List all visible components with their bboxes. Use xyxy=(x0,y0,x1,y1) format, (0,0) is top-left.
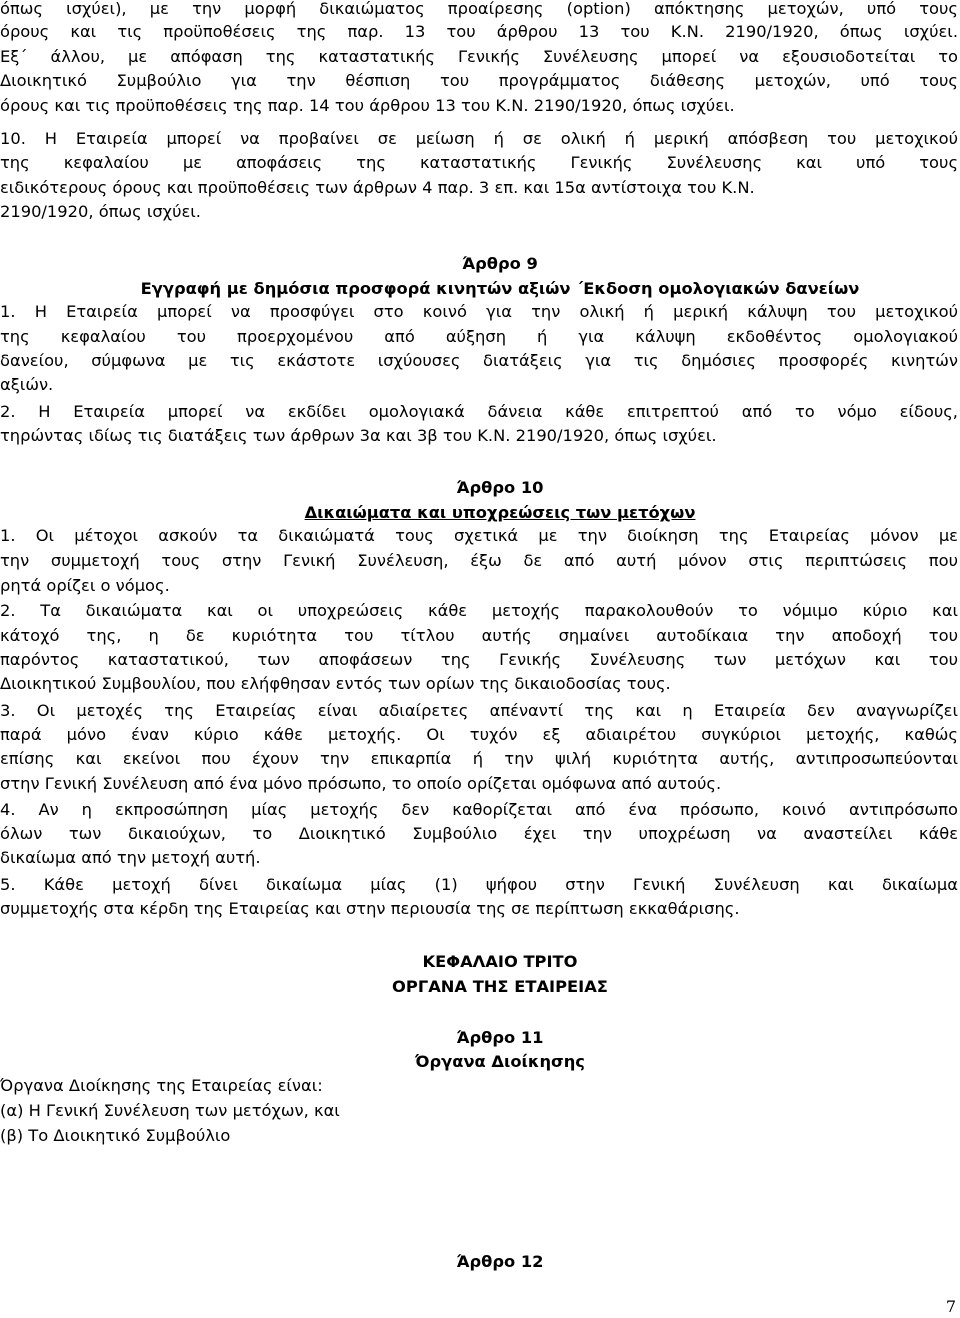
paragraph-line: δανείου, σύμφωνα με τις εκάστοτε ισχύουσες διατάξεις για τις δημόσιες προσφορές κινητών xyxy=(0,351,958,370)
paragraph-line: Διοικητικό Συμβούλιο για την θέσπιση του προγράμματος διάθεσης μετοχών, υπό τους xyxy=(0,71,958,90)
paragraph-line: στην Γενική Συνέλευση από ένα μόνο πρόσωπο, το οποίο ορίζεται ομόφωνα από αυτούς. xyxy=(0,774,722,793)
paragraph-line: ρητά ορίζει ο νόμος. xyxy=(0,576,170,595)
article-title: Εγγραφή με δημόσια προσφορά κινητών αξιών ΄Εκδοση ομολογιακών δανείων xyxy=(140,279,860,298)
paragraph-line: συμμετοχής στα κέρδη της Εταιρείας και στην περιουσία της σε περίπτωση εκκαθάρισης. xyxy=(0,899,740,918)
article-heading: Άρθρο 10 xyxy=(456,478,544,497)
page-number: 7 xyxy=(945,1297,956,1316)
article-title: Δικαιώματα και υποχρεώσεις των μετόχων xyxy=(304,503,696,522)
paragraph-line: της κεφαλαίου με αποφάσεις της καταστατικής Γενικής Συνέλευσης και υπό τους xyxy=(0,153,958,172)
article-heading: Άρθρο 12 xyxy=(456,1252,544,1271)
paragraph-line: 1. Η Εταιρεία μπορεί να προσφύγει στο κοινό για την ολική ή μερική κάλυψη του μετοχικού xyxy=(0,302,958,321)
paragraph-line: όρους και τις προϋποθέσεις της παρ. 13 του άρθρου 13 του Κ.Ν. 2190/1920, όπως ισχύει. xyxy=(0,22,958,41)
paragraph-line: 5. Κάθε μετοχή δίνει δικαίωμα μίας (1) ψήφου στην Γενική Συνέλευση και δικαίωμα xyxy=(0,875,958,894)
paragraph-line: 4. Αν η εκπροσώπηση μίας μετοχής δεν καθορίζεται από ένα πρόσωπο, κοινό αντιπρόσωπο xyxy=(0,800,958,819)
paragraph-line: την συμμετοχή τους στην Γενική Συνέλευση, έξω δε από αυτή μόνον στις περιπτώσεις που xyxy=(0,551,958,570)
paragraph-line: 1. Οι μέτοχοι ασκούν τα δικαιώματά τους σχετικά με την διοίκηση της Εταιρείας μόνον με xyxy=(0,526,958,545)
paragraph-line: 2. Η Εταιρεία μπορεί να εκδίδει ομολογιακά δάνεια κάθε επιτρεπτού από το νόμο είδους, xyxy=(0,402,958,421)
paragraph-line: παρά μόνο έναν κύριο κάθε μετοχής. Οι τυχόν εξ αδιαιρέτου συγκύριοι μετοχής, καθώς xyxy=(0,725,958,744)
paragraph-line: Εξ΄ άλλου, με απόφαση της καταστατικής Γενικής Συνέλευσης μπορεί να εξουσιοδοτείται το xyxy=(0,47,958,66)
paragraph-line: 10. Η Εταιρεία μπορεί να προβαίνει σε μείωση ή σε ολική ή μερική απόσβεση του μετοχικού xyxy=(0,129,958,148)
chapter-title: ΟΡΓΑΝΑ ΤΗΣ ΕΤΑΙΡΕΙΑΣ xyxy=(392,977,608,996)
article-heading: Άρθρο 9 xyxy=(462,254,538,273)
article-heading: Άρθρο 11 xyxy=(456,1028,544,1047)
paragraph-line: όρους και τις προϋποθέσεις της παρ. 14 του άρθρου 13 του Κ.Ν. 2190/1920, όπως ισχύει. xyxy=(0,96,735,115)
article-title: Όργανα Διοίκησης xyxy=(415,1052,585,1071)
paragraph-line: 2190/1920, όπως ισχύει. xyxy=(0,202,201,221)
paragraph-line: κάτοχό της, η δε κυριότητα του τίτλου αυτής σημαίνει αυτοδίκαια την αποδοχή του xyxy=(0,626,958,645)
paragraph-line: Όργανα Διοίκησης της Εταιρείας είναι: xyxy=(0,1076,323,1095)
paragraph-line: Διοικητικού Συμβουλίου, που ελήφθησαν εντός των ορίων της δικαιοδοσίας τους. xyxy=(0,674,671,693)
paragraph-line: τηρώντας ιδίως τις διατάξεις των άρθρων 3α και 3β του Κ.Ν. 2190/1920, όπως ισχύει. xyxy=(0,426,717,445)
paragraph-line: της κεφαλαίου του προερχομένου από αύξηση ή για κάλυψη εκδοθέντος ομολογιακού xyxy=(0,327,958,346)
paragraph-line: 3. Οι μετοχές της Εταιρείας είναι αδιαίρετες απέναντί της και η Εταιρεία δεν αναγνωρίζει xyxy=(0,701,958,720)
paragraph-line: παρόντος καταστατικού, των αποφάσεων της Γενικής Συνέλευσης των μετόχων και του xyxy=(0,650,958,669)
list-item: (α) Η Γενική Συνέλευση των μετόχων, και xyxy=(0,1101,340,1120)
paragraph-line: 2. Τα δικαιώματα και οι υποχρεώσεις κάθε μετοχής παρακολουθούν το νόμιμο κύριο και xyxy=(0,601,958,620)
list-item: (β) Το Διοικητικό Συμβούλιο xyxy=(0,1126,231,1145)
chapter-heading: ΚΕΦΑΛΑΙΟ ΤΡΙΤΟ xyxy=(422,952,578,971)
paragraph-line: αξιών. xyxy=(0,375,54,394)
paragraph-line: όπως ισχύει), με την μορφή δικαιώματος προαίρεσης (option) απόκτησης μετοχών, υπό τους xyxy=(0,0,958,18)
paragraph-line: ειδικότερους όρους και προϋποθέσεις των άρθρων 4 παρ. 3 επ. και 15α αντίστοιχα του Κ.Ν. xyxy=(0,178,755,197)
paragraph-line: δικαίωμα από την μετοχή αυτή. xyxy=(0,848,261,867)
paragraph-line: όλων των δικαιούχων, το Διοικητικό Συμβούλιο έχει την υποχρέωση να αναστείλει κάθε xyxy=(0,824,958,843)
paragraph-line: επίσης και εκείνοι που έχουν την επικαρπία ή την ψιλή κυριότητα αυτής, αντιπροσωπεύονται xyxy=(0,749,958,768)
